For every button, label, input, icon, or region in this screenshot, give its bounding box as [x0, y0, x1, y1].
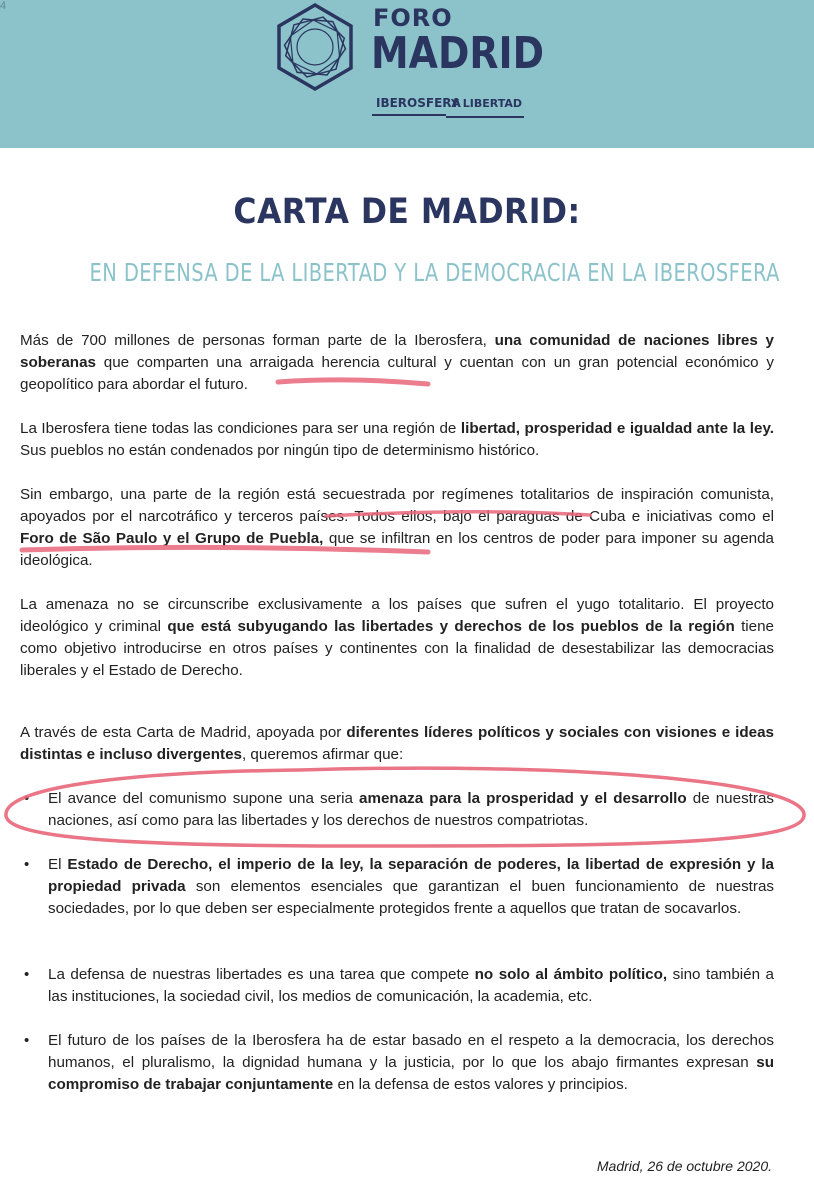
bullet-item-1: El avance del comunismo supone una seria amenaza para la prosperidad y el desarrollo de nuestras naciones, así como para las libertades y los derechos de nuestros compatriotas. — [48, 790, 774, 829]
logo-tag-left: IBEROSFERA — [376, 96, 461, 110]
bullet-dot-3: • — [24, 966, 30, 983]
bullet-dot-4: • — [24, 1032, 30, 1049]
signature-date: Madrid, 26 de octubre 2020. — [596, 1158, 772, 1174]
logo-foro-text: FORO — [373, 4, 453, 32]
paragraph-3: Sin embargo, una parte de la región está secuestrada por regímenes totalitarios de inspiración comunista, apoyados por el narcotráfico y terceros países. Todos ellos, bajo el paraguas de Cuba e iniciativas como el Foro de São Paulo y el Grupo de Puebla, que se infiltran en los centros de poder para imponer su agenda ideológica. — [20, 486, 774, 569]
logo-tag-right: Y LIBERTAD — [451, 97, 523, 110]
paragraph-5: A través de esta Carta de Madrid, apoyada por diferentes líderes políticos y sociales con visiones e ideas distintas e incluso divergentes, queremos afirmar que: — [20, 724, 774, 763]
document-subtitle: EN DEFENSA DE LA LIBERTAD Y LA DEMOCRACIA EN LA IBEROSFERA — [89, 258, 780, 287]
logo-madrid-text: MADRID — [371, 28, 544, 79]
bullet-item-4: El futuro de los países de la Iberosfera ha de estar basado en el respeto a la democracia, los derechos humanos, el pluralismo, la dignidad humana y la justicia, por lo que los abajo firmantes expresan su compromiso de trabajar conjuntamente en la defensa de estos valores y principios. — [48, 1032, 774, 1093]
logo-underline-left — [372, 114, 446, 116]
bullet-item-2: El Estado de Derecho, el imperio de la ley, la separación de poderes, la libertad de expresión y la propiedad privada son elementos esenciales que garantizan el buen funcionamiento de nuestras sociedades, por lo que deben ser especialmente protegidos frente a aquellos que tratan de socavarlos. — [48, 856, 774, 917]
foro-madrid-logo-icon — [270, 2, 360, 92]
header-banner — [0, 0, 814, 148]
paragraph-4: La amenaza no se circunscribe exclusivamente a los países que sufren el yugo totalitario. El proyecto ideológico y criminal que está subyugando las libertades y derechos de los pueblos de la región tiene como objetivo introducirse en otros países y continentes con la finalidad de desestabilizar las democracias liberales y el Estado de Derecho. — [20, 596, 774, 679]
bullet-item-3: La defensa de nuestras libertades es una tarea que compete no solo al ámbito político, sino también a las instituciones, la sociedad civil, los medios de comunicación, la academia, etc. — [48, 966, 774, 1005]
bullet-dot-2: • — [24, 856, 30, 873]
paragraph-1: Más de 700 millones de personas forman parte de la Iberosfera, una comunidad de naciones libres y soberanas que comparten una arraigada herencia cultural y cuentan con un gran potencial económico y geopolítico para abordar el futuro. — [20, 332, 774, 393]
logo-underline-right — [446, 116, 524, 118]
document-title: CARTA DE MADRID: — [233, 192, 581, 232]
paragraph-2: La Iberosfera tiene todas las condiciones para ser una región de libertad, prosperidad e igualdad ante la ley. Sus pueblos no están condenados por ningún tipo de determinismo histórico. — [20, 420, 774, 459]
page-number: 4 — [0, 0, 7, 12]
bullet-dot-1: • — [24, 790, 30, 807]
logo-tagline — [372, 92, 524, 118]
